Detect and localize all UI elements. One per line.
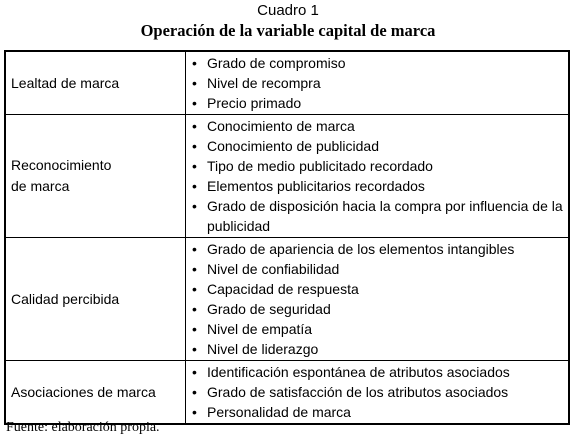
table-number: Cuadro 1 xyxy=(257,2,319,19)
indicator-item: • Grado de disposición hacia la compra por influencia de la publicidad xyxy=(186,196,568,236)
indicator-item: • Grado de apariencia de los elementos intangibles xyxy=(186,239,568,259)
category-label: Calidad percibida xyxy=(11,290,120,307)
table-row-calidad xyxy=(5,238,569,361)
table-title: Operación de la variable capital de marca xyxy=(140,21,436,40)
indicators-cell xyxy=(186,238,570,361)
operation-table xyxy=(4,50,570,425)
category-cell xyxy=(5,115,186,238)
category-label: Asociaciones de marca xyxy=(11,383,156,400)
indicator-item: • Tipo de medio publicitado recordado xyxy=(186,156,568,176)
table-row-reconocimiento xyxy=(5,115,569,238)
category-cell xyxy=(5,361,186,425)
indicator-list xyxy=(186,115,568,237)
indicator-list xyxy=(186,52,568,114)
indicator-item: • Nivel de empatía xyxy=(186,319,568,339)
indicator-item: • Nivel de liderazgo xyxy=(186,339,568,359)
table-row-lealtad xyxy=(5,51,569,115)
indicator-item: • Identificación espontánea de atributos asociados xyxy=(186,362,568,382)
indicator-item: • Conocimiento de publicidad xyxy=(186,136,568,156)
indicator-item: • Grado de compromiso xyxy=(186,53,568,73)
indicator-item: • Conocimiento de marca xyxy=(186,116,568,136)
indicator-item: • Grado de satisfacción de los atributos asociados xyxy=(186,382,568,402)
source-note: Fuente: elaboración propia. xyxy=(6,420,160,435)
indicator-list xyxy=(186,238,568,360)
category-label: Lealtad de marca xyxy=(11,74,120,91)
indicator-item: • Elementos publicitarios recordados xyxy=(186,176,568,196)
category-cell xyxy=(5,238,186,361)
indicator-item: • Nivel de confiabilidad xyxy=(186,259,568,279)
category-cell xyxy=(5,51,186,115)
category-label: Reconocimiento xyxy=(11,157,112,173)
indicators-cell xyxy=(186,115,570,238)
indicator-item: • Capacidad de respuesta xyxy=(186,279,568,299)
table-row-asociaciones xyxy=(5,361,569,425)
indicator-item: • Personalidad de marca xyxy=(186,402,568,422)
indicators-cell xyxy=(186,51,570,115)
indicators-cell xyxy=(186,361,570,425)
indicator-list xyxy=(186,361,568,423)
category-label: de marca xyxy=(11,178,70,194)
indicator-item: • Grado de seguridad xyxy=(186,299,568,319)
indicator-item: • Nivel de recompra xyxy=(186,73,568,93)
indicator-item: • Precio primado xyxy=(186,93,568,113)
